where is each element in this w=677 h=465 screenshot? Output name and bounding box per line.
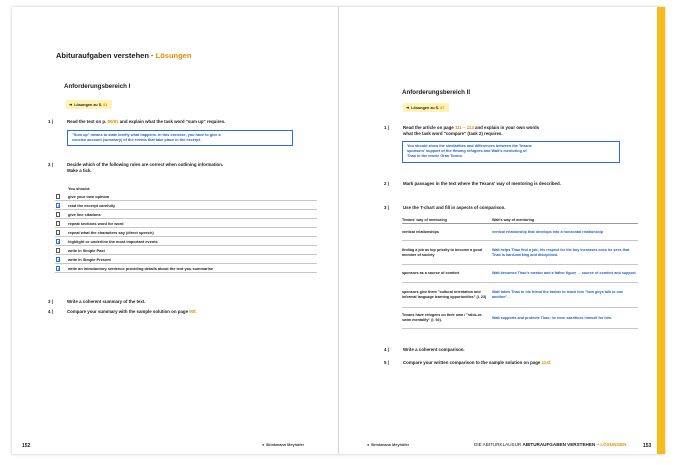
table-row: sponsors give them "cultural orientation and informal language learning opportunities" (l. 23) Walt takes Thao to his friend the barber to teach him "how guys talk to one another".: [402, 283, 638, 308]
answer-box: You should show the similarities and differences between the Texans sponsors' support of the Hmong refugees and Walt's mentoring of Thao in the movie Gran Torino.: [402, 141, 620, 163]
book-spread: Abituraufgaben verstehen · Lösungen Anforderungsbereich I ➜ Lösungen zu S. 81 1 | Read the text on p. 80/81 and explain what the task word "sum up" requires. "Sum up" means to state briefly what happens. In this exercise, you have to give a concise account (summary) of the events that take place in the excerpt. 2 | Decide which of the following rules are correct when outlining information. Make a tick. You should: give your own opinion read the excerpt carefully give line citations repeat sections word for word repeat what the characters say (direct speech) highlight or underline the most important events write in Simple Past write in Simple Present write an introductory sentence providing details about the text you summarise 3 | Write a coherent summary of the text. 4 | Compare your summary with the sample solution on page 90f. 152 ● Brinkmann Meyhöfer Anforderungsbereich II ➜ Lösungen zu S. 87 1 | Read the article on page 111 – 113 and explain in your own words what the task word "compare" (task 2) requires. You should show the similarities and differences between the Texans sponsors' support of the Hmong refugees and Walt's mentoring of Thao in the movie Gran Torino. 2 | Mark passages in the text where the Texans' way of mentoring is described. 3 | Use the T-chart and fill in aspects of comparison. Texans' way of mentoring Walt's way of mentoring vertical relationships vertical relationship that develops into a horizontal relationship finding a job as top priority to become a good member of society Walt helps Thao find a job; his respect for the boy increases once he sees that Thao is hard-working and disciplined. sponsors as a source of comfort Walt becomes Thao's mentor and a father figure → source of comfort and support. sponsors give them "cultural orientation and informal language learning opportunities" (l. 23) Walt takes Thao to his friend the barber to teach him "how guys talk to one another". Texans have refugees on their own / "stick-or-swim mentality" (l. 92). Walt supports and protects Thao; he even sacrifices himself for him. 4 | Write a coherent comparison. 5 | Compare your written comparison to the sample solution on page 114f. ● Brinkmann Meyhöfer DIE ABITURKLAUSUR ABITURAUFGABEN VERSTEHEN – LÖSUNGEN 153: [12, 7, 665, 454]
checklist-item[interactable]: give your own opinion: [55, 192, 317, 201]
checkbox-checked[interactable]: [56, 239, 60, 243]
publisher-brand: ● Brinkmann Meyhöfer: [262, 443, 305, 447]
publisher-brand: ● Brinkmann Meyhöfer: [367, 443, 410, 447]
checklist-item[interactable]: write in Simple Present: [55, 255, 317, 264]
left-page: Abituraufgaben verstehen · Lösungen Anforderungsbereich I ➜ Lösungen zu S. 81 1 | Read the text on p. 80/81 and explain what the task word "sum up" requires. "Sum up" means to state briefly what happens. In this exercise, you have to give a concise account (summary) of the events that take place in the excerpt. 2 | Decide which of the following rules are correct when outlining information. Make a tick. You should: give your own opinion read the excerpt carefully give line citations repeat sections word for word repeat what the characters say (direct speech) highlight or underline the most important events write in Simple Past write in Simple Present write an introductory sentence providing details about the text you summarise 3 | Write a coherent summary of the text. 4 | Compare your summary with the sample solution on page 90f. 152 ● Brinkmann Meyhöfer: [12, 7, 338, 454]
page-number: 153: [643, 443, 652, 449]
checklist-item[interactable]: write in Simple Past: [55, 246, 317, 255]
checklist-item[interactable]: give line citations: [55, 210, 317, 219]
checkbox[interactable]: [56, 230, 60, 234]
checkbox[interactable]: [56, 248, 60, 252]
section-heading: Anforderungsbereich II: [402, 89, 471, 96]
t-chart: [402, 216, 638, 329]
solution-reference-tag: ➜ Lösungen zu S. 81: [66, 100, 112, 109]
table-row: vertical relationships vertical relationship that develops into a horizontal relationship: [402, 224, 638, 241]
checklist-item[interactable]: repeat sections word for word: [55, 219, 317, 228]
accent-bar: [657, 7, 665, 454]
section-heading: Anforderungsbereich I: [64, 83, 131, 90]
arrow-icon: ➜: [406, 106, 410, 110]
table-row: Texans have refugees on their own / "stick-or-swim mentality" (l. 92). Walt supports and protects Thao; he even sacrifices himself for him.: [402, 308, 638, 329]
arrow-icon: ➜: [69, 103, 73, 107]
checkbox-checked[interactable]: [56, 203, 60, 207]
checklist-header: You should:: [68, 186, 91, 191]
checkbox-checked[interactable]: [56, 266, 60, 270]
publisher-logo-icon: ●: [262, 443, 265, 447]
checklist-item[interactable]: repeat what the characters say (direct speech): [55, 228, 317, 237]
solution-reference-tag: ➜ Lösungen zu S. 87: [403, 103, 449, 112]
t-chart-header: Texans' way of mentoring Walt's way of mentoring: [402, 216, 638, 224]
running-head: DIE ABITURKLAUSUR ABITURAUFGABEN VERSTEHEN – LÖSUNGEN: [474, 442, 627, 447]
checkbox[interactable]: [56, 212, 60, 216]
checkbox-checked[interactable]: [56, 257, 60, 261]
checkbox[interactable]: [56, 221, 60, 225]
page-title: Abituraufgaben verstehen · Lösungen: [56, 51, 192, 60]
answer-box: "Sum up" means to state briefly what happens. In this exercise, you have to give a concise account (summary) of the events that take place in the excerpt.: [67, 130, 293, 146]
table-row: sponsors as a source of comfort Walt becomes Thao's mentor and a father figure → source of comfort and support.: [402, 265, 638, 283]
checkbox[interactable]: [56, 194, 60, 198]
checklist-item[interactable]: highlight or underline the most important events: [55, 237, 317, 246]
checklist-item[interactable]: write an introductory sentence providing details about the text you summarise: [55, 264, 317, 273]
publisher-logo-icon: ●: [367, 443, 370, 447]
checklist: [55, 185, 317, 273]
checklist-item[interactable]: read the excerpt carefully: [55, 201, 317, 210]
table-row: finding a job as top priority to become a good member of society Walt helps Thao find a job; his respect for the boy increases once he sees that Thao is hard-working and disciplined.: [402, 241, 638, 265]
page-number: 152: [22, 443, 31, 449]
gutter: [338, 7, 339, 454]
